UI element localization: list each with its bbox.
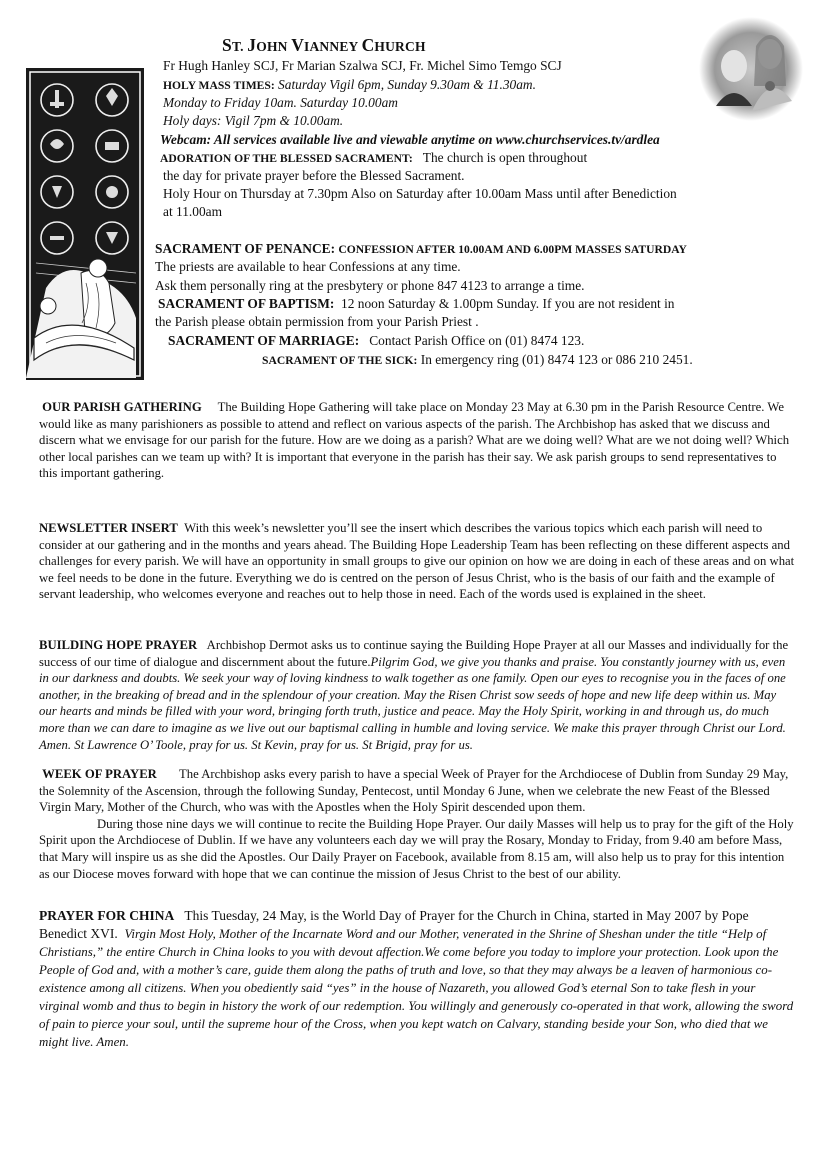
penance-label: SACRAMENT OF PENANCE: — [155, 241, 336, 256]
section-heading: PRAYER FOR CHINA — [39, 908, 175, 923]
marriage-text: Contact Parish Office on (01) 8474 123. — [369, 333, 585, 348]
priests-line: Fr Hugh Hanley SCJ, Fr Marian Szalwa SCJ, Fr. Michel Simo Temgo SCJ — [163, 58, 562, 73]
weekday-mass-line: Monday to Friday 10am. Saturday 10.00am — [163, 95, 398, 110]
holy-hour-line-2: at 11.00am — [163, 204, 223, 219]
sick-line — [262, 351, 693, 369]
mass-times-label: HOLY MASS TIMES: — [163, 79, 275, 92]
holy-hour-line: Holy Hour on Thursday at 7.30pm Also on Saturday after 10.00am Mass until after Benediction — [163, 186, 677, 201]
section-text: The Archbishop asks every parish to have a special Week of Prayer for the Archdiocese of Dublin from Sunday 29 May, the Solemnity of the Ascension, through the following Sunday, Pentecost, until Monday 6 June, when we celebrate the new Feast of the Blessed Virgin Mary, Mother of the Church, who was with the Apostles when the Holy Spirit descended upon them. — [39, 767, 789, 815]
penance-line — [155, 240, 687, 258]
penance-text: CONFESSION AFTER 10.00AM AND 6.00PM MASSES SATURDAY — [338, 243, 687, 256]
adoration-line — [160, 149, 587, 167]
section-heading: WEEK OF PRAYER — [42, 767, 157, 781]
section-heading: OUR PARISH GATHERING — [42, 400, 202, 414]
mass-times-value: Saturday Vigil 6pm, Sunday 9.30am & 11.30am. — [278, 77, 536, 92]
adoration-text: The church is open throughout — [422, 150, 588, 165]
holydays-line: Holy days: Vigil 7pm & 10.00am. — [163, 113, 344, 128]
adoration-label: ADORATION OF THE BLESSED SACRAMENT: — [160, 152, 413, 165]
newsletter-insert-section — [39, 520, 796, 603]
baptism-text: 12 noon Saturday & 1.00pm Sunday. If you are not resident in — [341, 296, 675, 311]
webcam-line: Webcam: All services available live and viewable anytime on www.churchservices.tv/ardlea — [160, 132, 660, 147]
header — [0, 0, 821, 385]
parish-gathering-section — [39, 399, 796, 482]
penance-line-3: Ask them personally ring at the presbytery or phone 847 4123 to arrange a time. — [155, 278, 585, 293]
week-of-prayer-section — [39, 766, 796, 882]
pieta-woodcut-image — [26, 68, 144, 380]
prayer-text: Virgin Most Holy, Mother of the Incarnate Word and our Mother, venerated in the Shrine of Sheshan under the title “Help of Christians,” the entire Church in China looks to you with devout affection.We come before you today to implore your protection. Look upon the People of God and, with a mother’s care, guide them along the paths of truth and love, so that they may always be a leaven of harmonious co-existence among all citizens. When you obediently said “yes” in the house of Nazareth, you allowed God’s eternal Son to take flesh in your virginal womb and thus to begin in history the work of our redemption. You willingly and generously co-operated in that work, allowing the sword of pain to pierce your soul, until the supreme hour of the Cross, when you kept watch on Calvary, standing beside your Son, who died that we might live. Amen. — [39, 927, 794, 1049]
prayer-text: Pilgrim God, we give you thanks and praise. You constantly journey with us, even in our darkness and doubts. We seek your way of loving kindness to walk together as one family. Open our eyes to recognise you in the faces of one another, in the breaking of bread and in the splendour of your creation. May the Risen Christ sow seeds of hope and new life deep within us. May our hearts and minds be filled with your word, bringing forth truth, justice and peace. May the Holy Spirit, working in and through us, do much more than we can dare to imagine as we live out our baptismal calling in humble and loving service. We make this prayer through Christ our Lord. Amen. St Lawrence O’ Toole, pray for us. St Kevin, pray for us. St Brigid, pray for us. — [39, 654, 786, 752]
church-title: ST. JOHN VIANNEY CHURCH — [222, 35, 426, 55]
marriage-line — [168, 332, 584, 349]
penance-line-2: The priests are available to hear Confessions at any time. — [155, 259, 461, 274]
marriage-label: SACRAMENT OF MARRIAGE: — [168, 333, 360, 348]
section-text: The Building Hope Gathering will take place on Monday 23 May at 6.30 pm in the Parish Resource Centre. We would like as many parishioners as possible to attend and reflect on various aspects of the parish. The Archbishop has asked that we discuss and discern what we envisage for our parish for the future. How are we doing as a parish? What are we doing well? What are we not doing well? Which other local parishes can we team up with? It is important that everyone in the parish has their say. We ask parish groups to send representatives to this important gathering. — [39, 400, 790, 481]
baptism-line-2: the Parish please obtain permission from your Parish Priest . — [155, 314, 479, 329]
prayer-for-china-section — [39, 907, 796, 1051]
section-heading: BUILDING HOPE PRAYER — [39, 638, 198, 652]
baptism-line — [158, 295, 675, 312]
section-heading: NEWSLETTER INSERT — [39, 521, 178, 535]
sick-label: SACRAMENT OF THE SICK: — [262, 354, 418, 367]
baptism-label: SACRAMENT OF BAPTISM: — [158, 296, 335, 311]
sacred-heart-portrait-image — [698, 16, 804, 122]
sick-text: In emergency ring (01) 8474 123 or 086 210 2451. — [420, 352, 693, 367]
section-text: This Tuesday, 24 May, is the World Day of Prayer for the Church in China, started in May 2007 by Pope Benedict XVI. — [39, 908, 749, 941]
section-text: With this week’s newsletter you’ll see the insert which describes the various topics which each parish will need to consider at our gathering and in the months and years ahead. The Building Hope Leadership Team has been reflecting on these different aspects and challenges for every parish. We will have an opportunity in small groups to give our opinion on how we are doing in each of these areas and on what we feel needs to be done in the future. Everything we do is centred on the person of Jesus Christ, who is the basis of our faith and the example of servant leadership, who welcomes everyone and reaches out to help those in need. Each of the words used is explained in the sheet. — [39, 521, 795, 602]
mass-times-line — [163, 76, 536, 94]
building-hope-prayer-section — [39, 637, 796, 753]
section-text-2: During those nine days we will continue to recite the Building Hope Prayer. Our daily Masses will help us to pray for the gift of the Holy Spirit upon the Archdiocese of Dublin. If we have any volunteers each day we will pray the Rosary, Monday to Friday, from 9.40 am before Mass, that Mary will inspire us as she did the Apostles. Our Daily Prayer on Facebook, available from 8.15 am, will also help us to pray for this intention as our Diocese moves forward with hope that we can continue the mission of Jesus Christ to the best of our ability. — [39, 816, 794, 881]
section-text: Archbishop Dermot asks us to continue saying the Building Hope Prayer at all our Masses and individually for the success of our time of dialogue and discernment about the future. — [39, 638, 789, 669]
adoration-line-2: the day for private prayer before the Blessed Sacrament. — [163, 168, 465, 183]
